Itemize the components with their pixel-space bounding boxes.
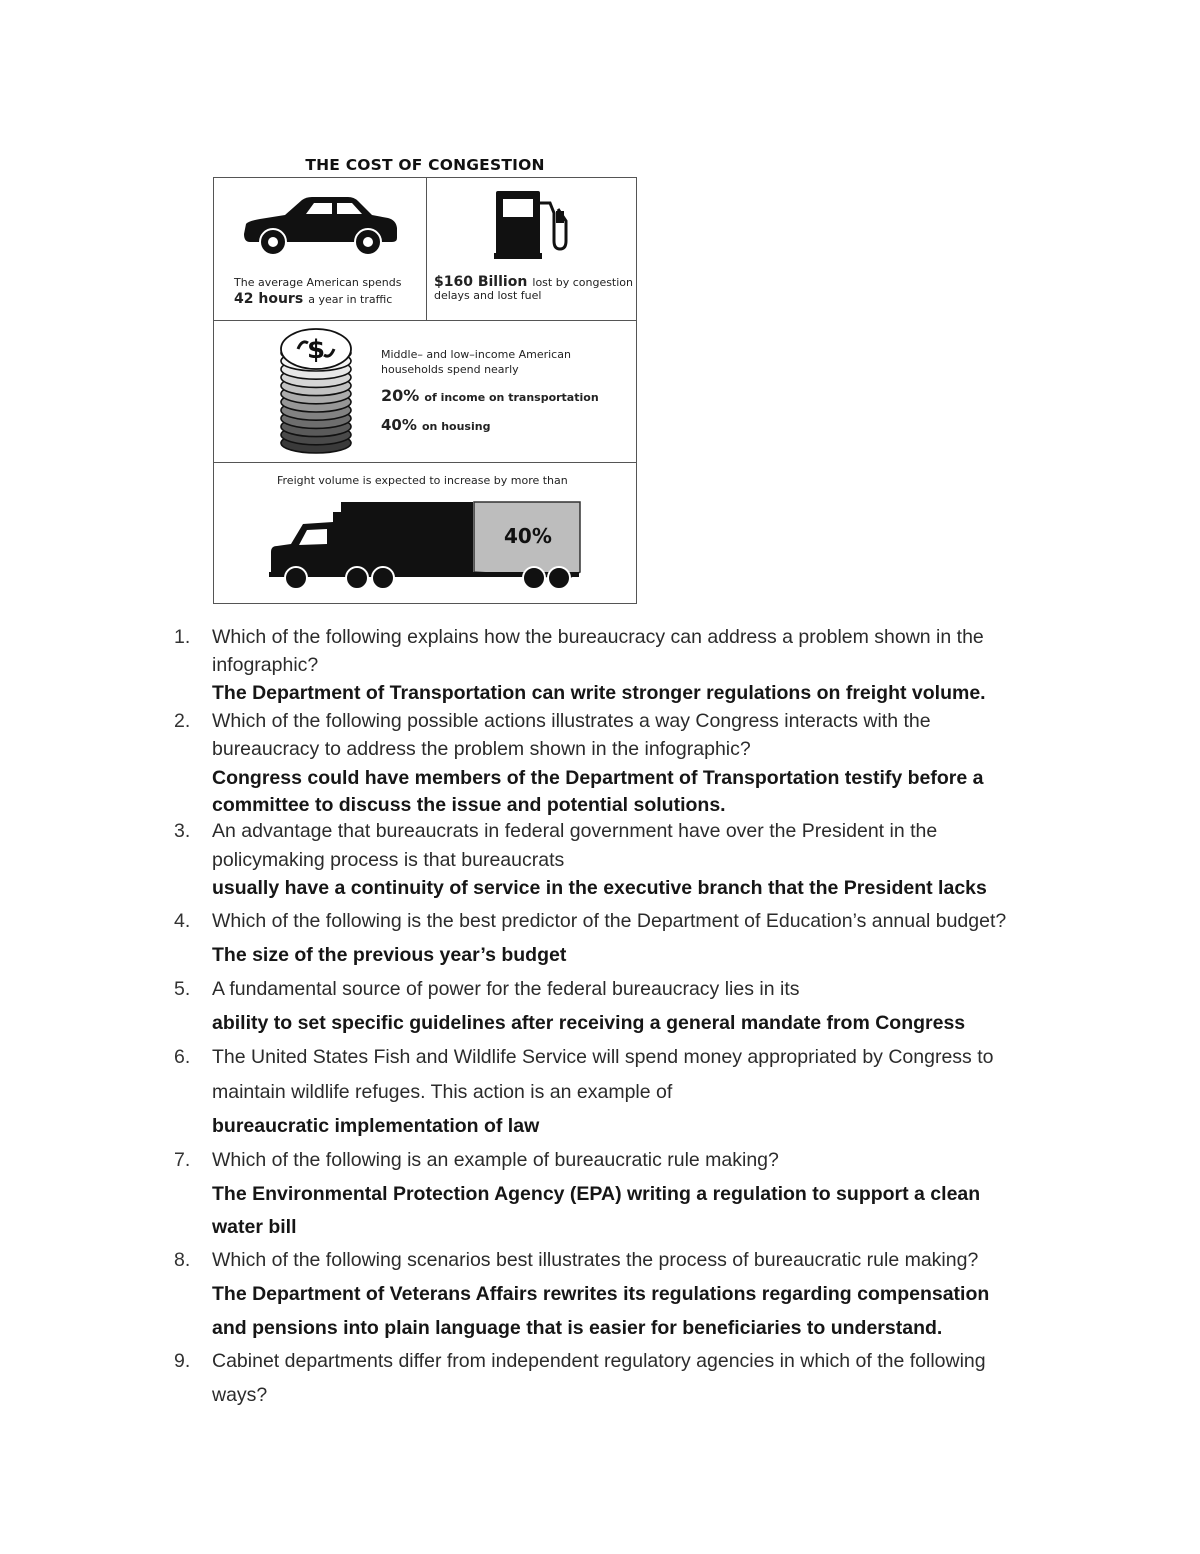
answer-text: ability to set specific guidelines after receiving a general mandate from Congress	[212, 1012, 966, 1034]
question-text: policymaking process is that bureaucrats	[212, 849, 565, 871]
answer-text: Congress could have members of the Department of Transportation testify before a	[212, 767, 984, 789]
question-text: bureaucracy to address the problem shown in the infographic?	[212, 738, 751, 760]
question-text: ways?	[212, 1384, 268, 1406]
coins-caption-1: Middle– and low–income American	[381, 348, 571, 361]
question-number: 5.	[174, 978, 191, 1000]
car-icon	[240, 196, 400, 258]
housing-label: on housing	[422, 420, 491, 433]
question-number: 7.	[174, 1149, 191, 1171]
question-number: 8.	[174, 1249, 191, 1271]
fuel-caption: delays and lost fuel	[434, 289, 542, 302]
fuel-amount: $160 Billion	[434, 274, 528, 290]
infographic-title: THE COST OF CONGESTION	[305, 156, 545, 174]
answer-text: bureaucratic implementation of law	[212, 1115, 540, 1137]
answer-text: The size of the previous year’s budget	[212, 944, 567, 966]
question-text: maintain wildlife refuges. This action is an example of	[212, 1081, 673, 1103]
answer-text: The Department of Transportation can write stronger regulations on freight volume.	[212, 682, 986, 704]
answer-text: water bill	[212, 1216, 297, 1238]
fuel-stat	[434, 271, 633, 290]
svg-text:$: $	[306, 335, 326, 365]
question-text: Which of the following explains how the bureaucracy can address a problem shown in the	[212, 626, 984, 648]
transport-label: of income on transportation	[424, 391, 599, 404]
infographic-frame	[213, 177, 637, 604]
answer-text: and pensions into plain language that is easier for beneficiaries to understand.	[212, 1317, 943, 1339]
question-number: 4.	[174, 910, 191, 932]
car-stat	[234, 288, 392, 307]
transport-pct: 20%	[381, 386, 420, 405]
question-text: An advantage that bureaucrats in federal government have over the President in the	[212, 820, 938, 842]
gas-pump-icon	[494, 191, 574, 261]
question-text: A fundamental source of power for the federal bureaucracy lies in its	[212, 978, 800, 1000]
question-number: 3.	[174, 820, 191, 842]
freight-caption: Freight volume is expected to increase by more than	[277, 474, 568, 487]
question-text: infographic?	[212, 654, 319, 676]
question-text: Which of the following is an example of bureaucratic rule making?	[212, 1149, 779, 1171]
hours-label: a year in traffic	[308, 293, 393, 306]
question-number: 9.	[174, 1350, 191, 1372]
answer-text: The Department of Veterans Affairs rewrites its regulations regarding compensation	[212, 1283, 990, 1305]
freight-pct: 40%	[504, 524, 552, 548]
question-text: Cabinet departments differ from independent regulatory agencies in which of the following	[212, 1350, 986, 1372]
answer-text: usually have a continuity of service in the executive branch that the President lacks	[212, 877, 987, 899]
coin-stack-icon	[278, 327, 354, 455]
question-text: Which of the following possible actions illustrates a way Congress interacts with the	[212, 710, 931, 732]
hours-value: 42 hours	[234, 291, 304, 307]
answer-text: committee to discuss the issue and potential solutions.	[212, 794, 726, 816]
question-number: 2.	[174, 710, 191, 732]
car-caption: The average American spends	[234, 276, 402, 289]
question-number: 1.	[174, 626, 191, 648]
transport-stat	[381, 386, 599, 405]
divider	[426, 178, 427, 320]
fuel-label: lost by congestion	[532, 276, 634, 289]
question-text: Which of the following scenarios best illustrates the process of bureaucratic rule making?	[212, 1249, 979, 1271]
answer-text: The Environmental Protection Agency (EPA) writing a regulation to support a clean	[212, 1183, 981, 1205]
question-text: The United States Fish and Wildlife Service will spend money appropriated by Congress to	[212, 1046, 994, 1068]
housing-pct: 40%	[381, 416, 417, 434]
housing-stat	[381, 415, 490, 434]
question-text: Which of the following is the best predictor of the Department of Education’s annual budget?	[212, 910, 1007, 932]
question-number: 6.	[174, 1046, 191, 1068]
coins-caption-2: households spend nearly	[381, 363, 519, 376]
divider	[214, 320, 636, 321]
divider	[214, 462, 636, 463]
